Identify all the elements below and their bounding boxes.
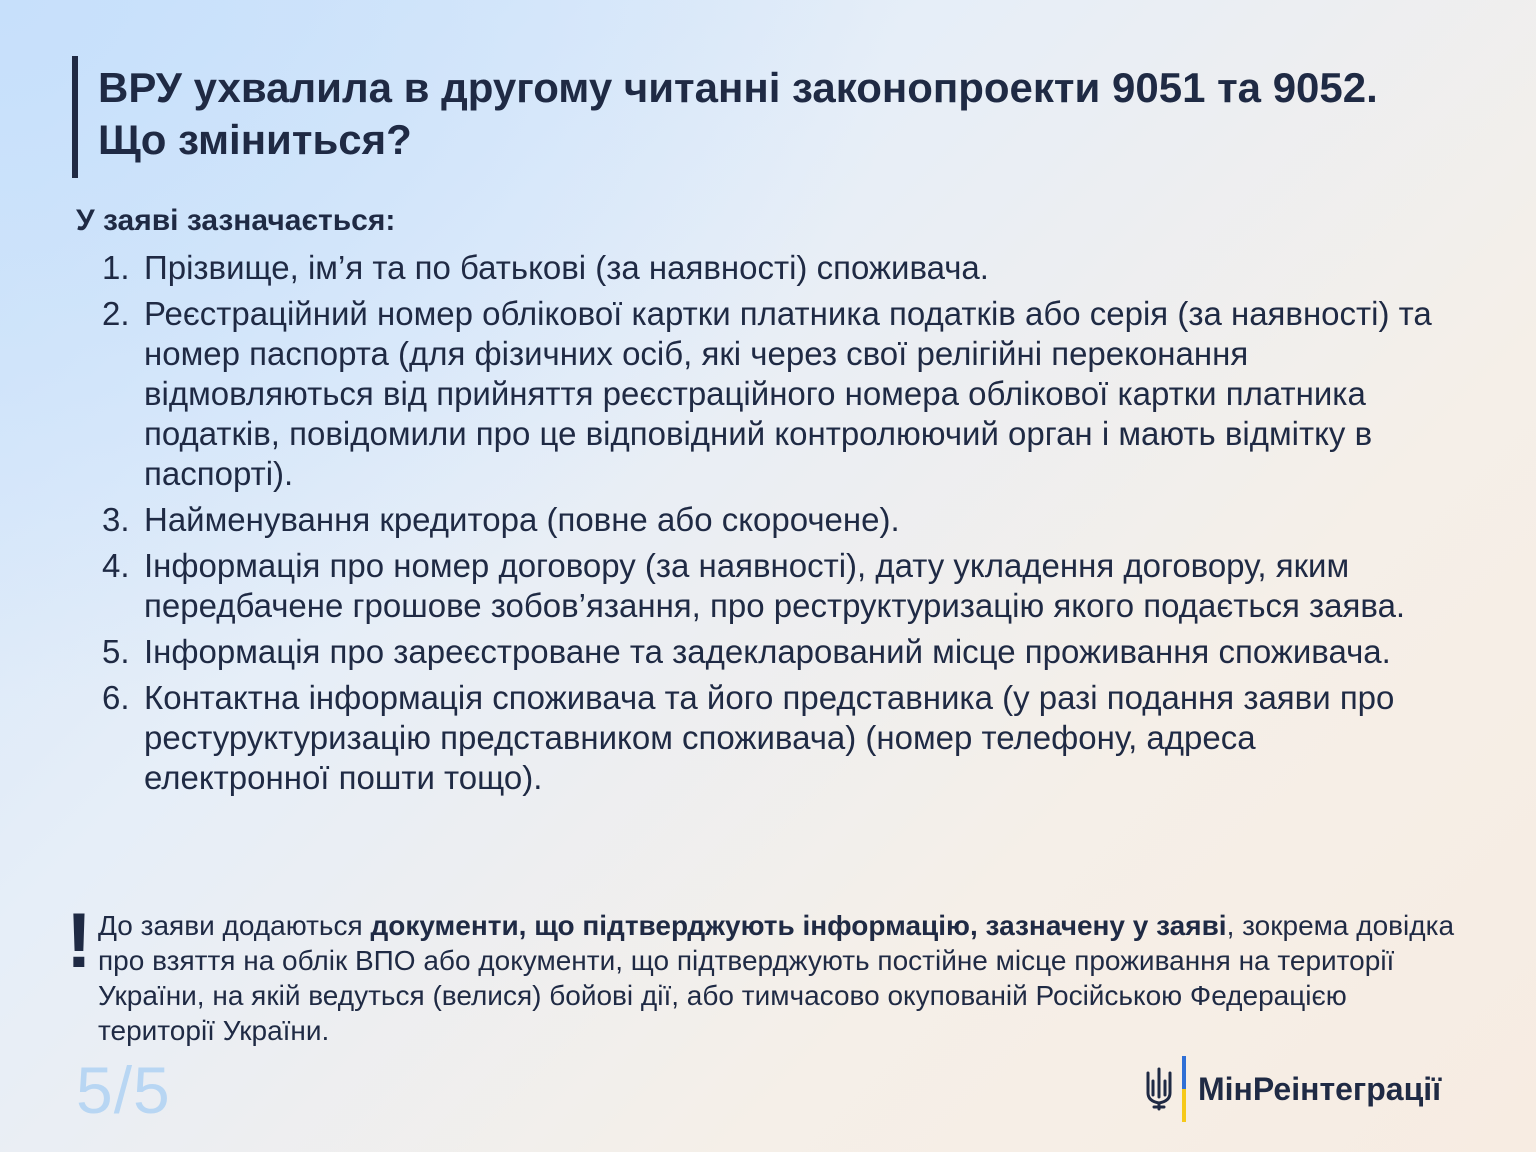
note-emphasis: документи, що підтверджують інформацію, зазначену у заяві [370,910,1227,941]
page-title: ВРУ ухвалила в другому читанні законопроекти 9051 та 9052. Що зміниться? [98,64,1378,163]
item-text: Інформація про зареєстроване та задекларований місце проживання споживача. [144,633,1391,670]
attachment-note [98,908,1468,1048]
list-item [100,294,1440,494]
list-item [100,500,1440,540]
title-accent-bar [72,56,78,178]
item-text: Прізвище, ім’я та по батькові (за наявності) споживача. [144,249,989,286]
list-heading: У заяві зазначається: [76,204,396,237]
ministry-name: МінРеінтеграції [1198,1070,1442,1107]
list-item [100,248,1440,288]
list-item [100,632,1440,672]
note-prefix: До заяви додаються [98,910,371,941]
item-number: 5. [102,633,130,670]
item-number: 4. [102,547,130,584]
list-item [100,678,1440,798]
flag-stripe [1182,1056,1186,1122]
requirements-list [100,248,1440,804]
item-text: Інформація про номер договору (за наявності), дату укладення договору, яким передбачене грошове зобов’язання, про реструктуризацію якого подається заява. [144,547,1406,624]
exclamation-icon: ! [66,896,92,984]
trident-icon [1144,1067,1174,1111]
item-text: Найменування кредитора (повне або скорочене). [144,501,900,538]
list-item [100,546,1440,626]
item-number: 6. [102,679,130,716]
item-number: 3. [102,501,130,538]
page-counter: 5/5 [76,1053,171,1127]
item-text: Контактна інформація споживача та його представника (у разі подання заяви про рестуруктуризацію представником споживача) (номер телефону, адреса електронної пошти тощо). [144,679,1395,796]
item-number: 1. [102,249,130,286]
ministry-logo [1144,1056,1441,1122]
item-text: Реєстраційний номер облікової картки платника податків або серія (за наявності) та номер паспорта (для фізичних осіб, які через свої релігійні переконання відмовляються від прийняття реєстраційного номера облікової картки платника податків, повідомили про це відповідний контролюючий орган і мають відмітку в паспорті). [144,295,1432,492]
item-number: 2. [102,295,130,332]
note-suffix: , зокрема довідка про взяття на облік ВПО або документи, що підтверджують постійне місце проживання на території України, на якій ведуться (велися) бойові дії, або тимчасово окупованій Російською Федерацією території України. [98,910,1455,1046]
